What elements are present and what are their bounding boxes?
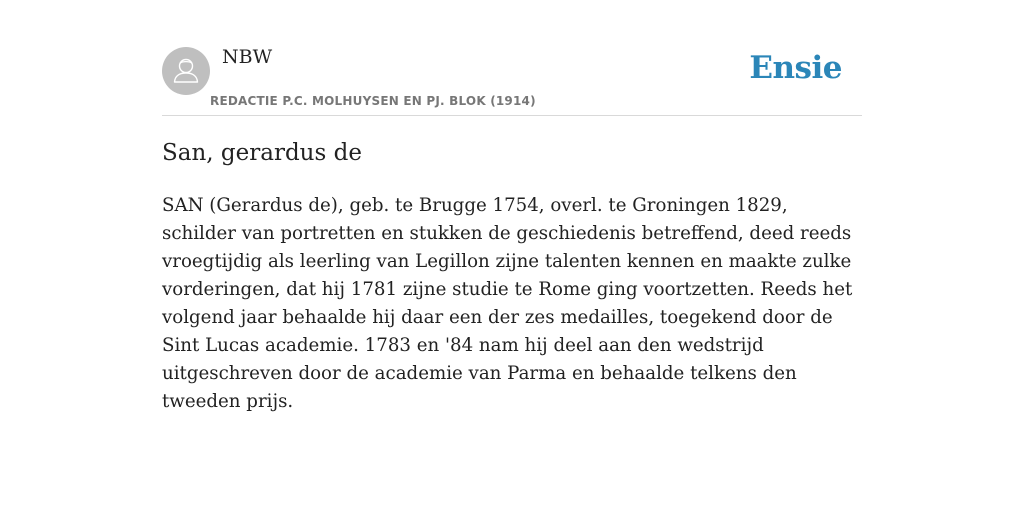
source-subtitle: REDACTIE P.C. MOLHUYSEN EN PJ. BLOK (1914) bbox=[210, 94, 536, 108]
brand-logo[interactable]: Ensie bbox=[749, 50, 842, 86]
article-body: SAN (Gerardus de), geb. te Brugge 1754, overl. te Groningen 1829, schilder van portretten en stukken de geschiedenis betreffend, deed reeds vroegtijdig als leerling van Legillon zijne talenten kennen en maakte zulke vorderingen, dat hij 1781 zijne studie te Rome ging voortzetten. Reeds het volgend jaar behaalde hij daar een der zes medailles, toegekend door de Sint Lucas academie. 1783 en '84 nam hij deel aan den wedstrijd uitgeschreven door de academie van Parma en behaalde telkens den tweeden prijs. bbox=[162, 195, 853, 412]
article-title: San, gerardus de bbox=[162, 140, 362, 166]
article-header bbox=[162, 0, 862, 116]
user-avatar-icon[interactable] bbox=[162, 47, 210, 95]
article-card bbox=[162, 0, 862, 512]
source-name[interactable]: NBW bbox=[222, 46, 273, 68]
person-outline-icon bbox=[162, 47, 210, 95]
